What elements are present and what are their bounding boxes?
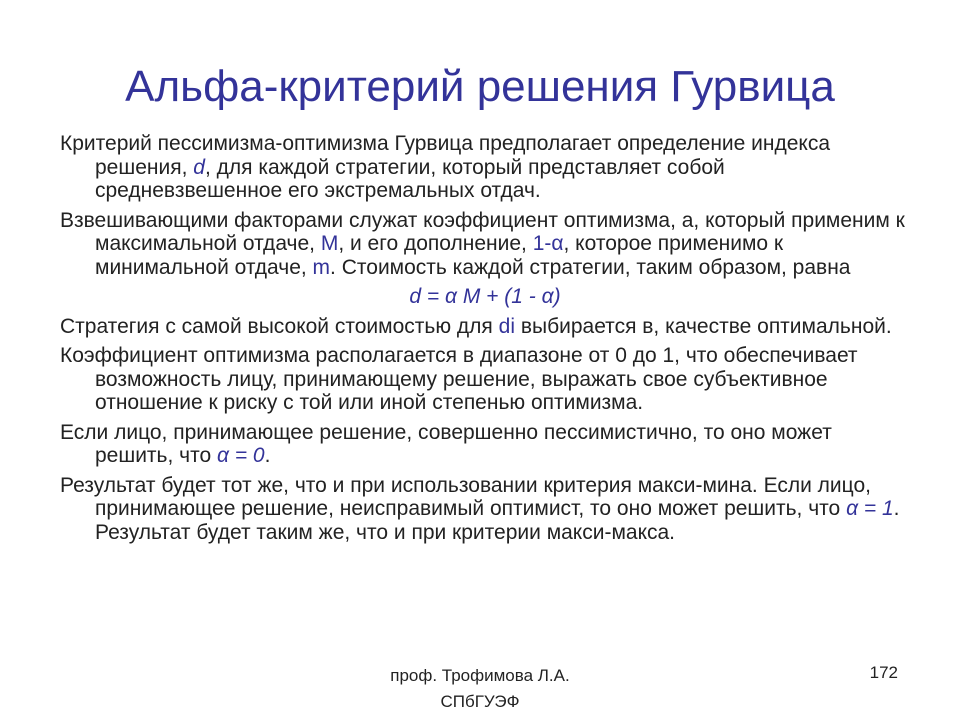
text-segment: Стратегия с самой высокой стоимостью для [60, 314, 499, 338]
highlighted-term: М [320, 232, 339, 255]
text-segment: d = α M + (1 - α) [409, 285, 561, 308]
highlighted-term: d [193, 155, 205, 179]
text-segment: , для каждой стратегии, который представляет собой средневзвешенное его экстремальных отдач. [95, 155, 725, 202]
page-number: 172 [869, 663, 898, 682]
body-paragraph [60, 344, 910, 415]
highlighted-term: 1-α [532, 232, 564, 255]
text-segment: Коэффициент оптимизма располагается в диапазоне от 0 до 1, что обеспечивает возможность лицу, принимающему решение, выражать свое субъективное отношение к риску с той или иной степенью оптимизма. [60, 344, 858, 414]
text-segment: , которое применимо к минимальной отдаче, [95, 232, 784, 279]
text-segment: . [264, 444, 271, 467]
highlighted-term: α = 1 [846, 497, 894, 520]
slide-footer [340, 663, 620, 715]
body-paragraph [60, 474, 910, 545]
text-segment: Критерий пессимизма-оптимизма Гурвица предполагает определение индекса решения, [60, 132, 831, 179]
highlighted-term: di [498, 314, 515, 338]
body-paragraph [60, 132, 910, 203]
body-paragraph [60, 315, 910, 339]
text-segment: , и его дополнение, [338, 232, 533, 255]
highlighted-term: m [312, 255, 331, 279]
text-segment: выбирается в, качестве оптимальной. [515, 314, 892, 338]
footer-organization: СПбГУЭФ [440, 692, 520, 711]
slide-body [60, 132, 910, 550]
highlighted-term: α = 0 [217, 444, 265, 467]
text-segment: . Результат будет таким же, что и при критерии макси-макса. [95, 497, 900, 544]
text-segment: Взвешивающими факторами служат коэффициент оптимизма, а, который применим к максимальной отдаче, [60, 208, 905, 255]
body-paragraph [60, 209, 910, 280]
text-segment: . Стоимость каждой стратегии, таким образом, равна [330, 255, 851, 279]
slide-title: Альфа-критерий решения Гурвица [125, 62, 835, 111]
body-paragraph [60, 421, 910, 468]
text-segment: Если лицо, принимающее решение, совершенно пессимистично, то оно может решить, что [60, 420, 832, 467]
text-segment: Результат будет тот же, что и при использовании критерия макси-мина. Если лицо, принимающее решение, неисправимый оптимист, то оно может решить, что [60, 473, 871, 520]
formula [60, 285, 910, 309]
footer-author: проф. Трофимова Л.А. [390, 666, 570, 685]
